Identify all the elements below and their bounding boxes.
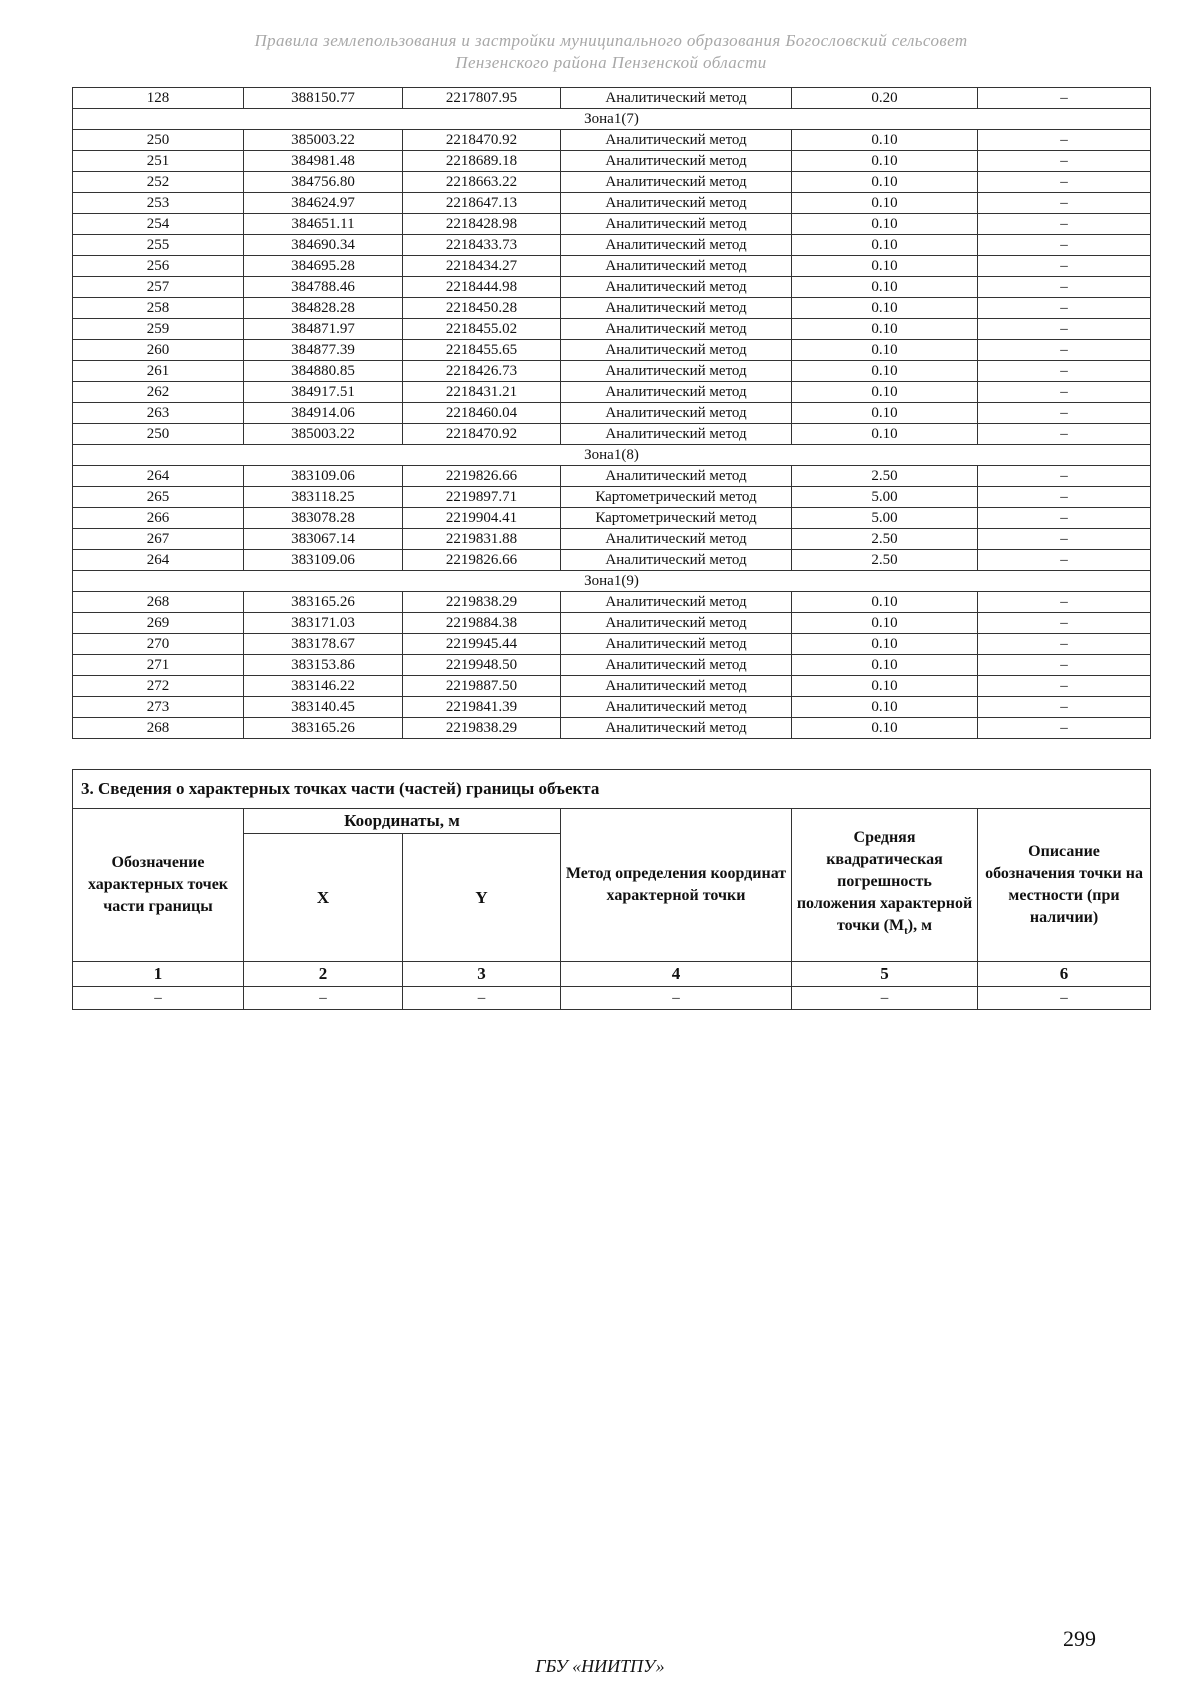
- method-cell: Аналитический метод: [561, 718, 792, 739]
- point-number-cell: 272: [73, 676, 244, 697]
- empty-cell: –: [792, 987, 978, 1010]
- empty-cell: –: [73, 987, 244, 1010]
- description-cell: –: [978, 172, 1151, 193]
- method-cell: Аналитический метод: [561, 655, 792, 676]
- y-coordinate-cell: 2219884.38: [403, 613, 561, 634]
- x-coordinate-cell: 384877.39: [244, 340, 403, 361]
- y-coordinate-cell: 2219841.39: [403, 697, 561, 718]
- table-row: [73, 88, 1151, 109]
- x-coordinate-cell: 383171.03: [244, 613, 403, 634]
- y-coordinate-cell: 2218455.65: [403, 340, 561, 361]
- section-3-title: 3. Сведения о характерных точках части (частей) границы объекта: [73, 770, 1151, 809]
- description-cell: –: [978, 298, 1151, 319]
- table-row: [73, 214, 1151, 235]
- x-coordinate-cell: 384690.34: [244, 235, 403, 256]
- y-coordinate-cell: 2219948.50: [403, 655, 561, 676]
- point-number-cell: 266: [73, 508, 244, 529]
- point-number-cell: 268: [73, 718, 244, 739]
- table-row: [73, 424, 1151, 445]
- x-coordinate-cell: 384917.51: [244, 382, 403, 403]
- table-row: [73, 697, 1151, 718]
- method-cell: Аналитический метод: [561, 340, 792, 361]
- y-coordinate-cell: 2219826.66: [403, 550, 561, 571]
- point-number-cell: 268: [73, 592, 244, 613]
- y-coordinate-cell: 2219826.66: [403, 466, 561, 487]
- point-number-cell: 250: [73, 424, 244, 445]
- document-header: [72, 30, 1150, 74]
- table-row: [73, 382, 1151, 403]
- zone-header-row: [73, 571, 1151, 592]
- description-cell: –: [978, 382, 1151, 403]
- col-description-header: Описание обозначения точки на местности (при наличии): [978, 809, 1151, 962]
- error-cell: 0.10: [792, 277, 978, 298]
- y-coordinate-cell: 2217807.95: [403, 88, 561, 109]
- error-cell: 0.10: [792, 718, 978, 739]
- x-coordinate-cell: 385003.22: [244, 130, 403, 151]
- error-cell: 0.10: [792, 172, 978, 193]
- header-line-2: Пензенского района Пензенской области: [455, 53, 767, 72]
- col-designation-header: Обозначение характерных точек части границы: [73, 809, 244, 962]
- y-coordinate-cell: 2218470.92: [403, 424, 561, 445]
- point-number-cell: 258: [73, 298, 244, 319]
- point-number-cell: 271: [73, 655, 244, 676]
- point-number-cell: 259: [73, 319, 244, 340]
- method-cell: Картометрический метод: [561, 487, 792, 508]
- error-cell: 0.10: [792, 592, 978, 613]
- point-number-cell: 262: [73, 382, 244, 403]
- table-row: [73, 130, 1151, 151]
- method-cell: Аналитический метод: [561, 172, 792, 193]
- table-row: [73, 235, 1151, 256]
- x-coordinate-cell: 384788.46: [244, 277, 403, 298]
- description-cell: –: [978, 613, 1151, 634]
- point-number-cell: 250: [73, 130, 244, 151]
- x-coordinate-cell: 383165.26: [244, 718, 403, 739]
- error-cell: 0.10: [792, 235, 978, 256]
- table-row: [73, 319, 1151, 340]
- error-cell: 0.10: [792, 382, 978, 403]
- description-cell: –: [978, 235, 1151, 256]
- x-coordinate-cell: 383109.06: [244, 466, 403, 487]
- page-footer: ГБУ «НИИТПУ»: [535, 1656, 665, 1676]
- table-row: [73, 634, 1151, 655]
- table-row: [73, 256, 1151, 277]
- y-coordinate-cell: 2219838.29: [403, 592, 561, 613]
- method-cell: Аналитический метод: [561, 130, 792, 151]
- empty-cell: –: [403, 987, 561, 1010]
- x-coordinate-cell: 383118.25: [244, 487, 403, 508]
- description-cell: –: [978, 529, 1151, 550]
- y-coordinate-cell: 2219887.50: [403, 676, 561, 697]
- method-cell: Аналитический метод: [561, 319, 792, 340]
- empty-cell: –: [244, 987, 403, 1010]
- table-row: [73, 487, 1151, 508]
- method-cell: Аналитический метод: [561, 403, 792, 424]
- col-x-header: X: [244, 834, 403, 962]
- x-coordinate-cell: 384981.48: [244, 151, 403, 172]
- page-number: 299: [1063, 1626, 1096, 1651]
- zone-label: Зона1(8): [73, 445, 1151, 466]
- point-number-cell: 254: [73, 214, 244, 235]
- y-coordinate-cell: 2218433.73: [403, 235, 561, 256]
- description-cell: –: [978, 88, 1151, 109]
- x-coordinate-cell: 383165.26: [244, 592, 403, 613]
- description-cell: –: [978, 655, 1151, 676]
- y-coordinate-cell: 2219838.29: [403, 718, 561, 739]
- point-number-cell: 269: [73, 613, 244, 634]
- table-row: [73, 466, 1151, 487]
- description-cell: –: [978, 697, 1151, 718]
- column-number: 2: [244, 962, 403, 987]
- error-cell: 2.50: [792, 529, 978, 550]
- y-coordinate-cell: 2218426.73: [403, 361, 561, 382]
- point-number-cell: 265: [73, 487, 244, 508]
- table-row: [73, 529, 1151, 550]
- empty-cell: –: [978, 987, 1151, 1010]
- method-cell: Аналитический метод: [561, 214, 792, 235]
- point-number-cell: 256: [73, 256, 244, 277]
- x-coordinate-cell: 384756.80: [244, 172, 403, 193]
- y-coordinate-cell: 2218455.02: [403, 319, 561, 340]
- error-cell: 2.50: [792, 466, 978, 487]
- error-cell: 2.50: [792, 550, 978, 571]
- table-row: [73, 508, 1151, 529]
- error-cell: 0.10: [792, 256, 978, 277]
- description-cell: –: [978, 634, 1151, 655]
- col-error-header: Средняя квадратическая погрешность положения характерной точки $(M_t)$, м: [792, 809, 978, 962]
- x-coordinate-cell: 383140.45: [244, 697, 403, 718]
- point-number-cell: 252: [73, 172, 244, 193]
- column-number: 5: [792, 962, 978, 987]
- point-number-cell: 261: [73, 361, 244, 382]
- method-cell: Аналитический метод: [561, 466, 792, 487]
- description-cell: –: [978, 466, 1151, 487]
- coordinates-table: [72, 87, 1151, 739]
- point-number-cell: 263: [73, 403, 244, 424]
- description-cell: –: [978, 487, 1151, 508]
- error-cell: 5.00: [792, 508, 978, 529]
- y-coordinate-cell: 2218647.13: [403, 193, 561, 214]
- point-number-cell: 128: [73, 88, 244, 109]
- error-cell: 0.10: [792, 193, 978, 214]
- description-cell: –: [978, 256, 1151, 277]
- method-cell: Аналитический метод: [561, 382, 792, 403]
- error-cell: 0.10: [792, 151, 978, 172]
- description-cell: –: [978, 319, 1151, 340]
- column-number: 3: [403, 962, 561, 987]
- y-coordinate-cell: 2218663.22: [403, 172, 561, 193]
- error-cell: 0.10: [792, 676, 978, 697]
- error-cell: 0.10: [792, 634, 978, 655]
- x-coordinate-cell: 384828.28: [244, 298, 403, 319]
- y-coordinate-cell: 2219945.44: [403, 634, 561, 655]
- point-number-cell: 255: [73, 235, 244, 256]
- col-method-header: Метод определения координат характерной точки: [561, 809, 792, 962]
- column-number: 6: [978, 962, 1151, 987]
- table-row: [73, 613, 1151, 634]
- method-cell: Аналитический метод: [561, 151, 792, 172]
- method-cell: Аналитический метод: [561, 235, 792, 256]
- description-cell: –: [978, 277, 1151, 298]
- table-row: [73, 718, 1151, 739]
- x-coordinate-cell: 388150.77: [244, 88, 403, 109]
- x-coordinate-cell: 383178.67: [244, 634, 403, 655]
- error-cell: 0.10: [792, 424, 978, 445]
- description-cell: –: [978, 676, 1151, 697]
- description-cell: –: [978, 130, 1151, 151]
- point-number-cell: 273: [73, 697, 244, 718]
- x-coordinate-cell: 384695.28: [244, 256, 403, 277]
- method-cell: Аналитический метод: [561, 529, 792, 550]
- point-number-cell: 270: [73, 634, 244, 655]
- x-coordinate-cell: 385003.22: [244, 424, 403, 445]
- description-cell: –: [978, 550, 1151, 571]
- col-y-header: Y: [403, 834, 561, 962]
- zone-header-row: [73, 109, 1151, 130]
- y-coordinate-cell: 2218444.98: [403, 277, 561, 298]
- description-cell: –: [978, 508, 1151, 529]
- zone-label: Зона1(9): [73, 571, 1151, 592]
- point-number-cell: 257: [73, 277, 244, 298]
- x-coordinate-cell: 384624.97: [244, 193, 403, 214]
- y-coordinate-cell: 2218689.18: [403, 151, 561, 172]
- zone-label: Зона1(7): [73, 109, 1151, 130]
- error-cell: 0.10: [792, 613, 978, 634]
- error-cell: 0.10: [792, 298, 978, 319]
- method-cell: Аналитический метод: [561, 697, 792, 718]
- empty-cell: –: [561, 987, 792, 1010]
- section-3-table: [72, 769, 1151, 1010]
- description-cell: –: [978, 193, 1151, 214]
- x-coordinate-cell: 383067.14: [244, 529, 403, 550]
- table-row: [73, 172, 1151, 193]
- y-coordinate-cell: 2218460.04: [403, 403, 561, 424]
- error-cell: 0.10: [792, 697, 978, 718]
- empty-data-row: [73, 987, 1151, 1010]
- error-cell: 0.10: [792, 130, 978, 151]
- method-cell: Аналитический метод: [561, 298, 792, 319]
- y-coordinate-cell: 2219897.71: [403, 487, 561, 508]
- description-cell: –: [978, 718, 1151, 739]
- table-row: [73, 655, 1151, 676]
- method-cell: Аналитический метод: [561, 193, 792, 214]
- error-cell: 0.10: [792, 214, 978, 235]
- method-cell: Картометрический метод: [561, 508, 792, 529]
- col-coordinates-header: Координаты, м: [244, 809, 561, 834]
- method-cell: Аналитический метод: [561, 550, 792, 571]
- y-coordinate-cell: 2219831.88: [403, 529, 561, 550]
- method-cell: Аналитический метод: [561, 634, 792, 655]
- error-cell: 0.20: [792, 88, 978, 109]
- description-cell: –: [978, 424, 1151, 445]
- header-line-1: Правила землепользования и застройки муниципального образования Богословский сельсовет: [254, 31, 968, 50]
- point-number-cell: 264: [73, 550, 244, 571]
- description-cell: –: [978, 214, 1151, 235]
- description-cell: –: [978, 340, 1151, 361]
- table-row: [73, 277, 1151, 298]
- x-coordinate-cell: 383078.28: [244, 508, 403, 529]
- table-row: [73, 361, 1151, 382]
- y-coordinate-cell: 2218428.98: [403, 214, 561, 235]
- method-cell: Аналитический метод: [561, 361, 792, 382]
- method-cell: Аналитический метод: [561, 256, 792, 277]
- table-row: [73, 151, 1151, 172]
- point-number-cell: 264: [73, 466, 244, 487]
- point-number-cell: 251: [73, 151, 244, 172]
- y-coordinate-cell: 2218470.92: [403, 130, 561, 151]
- table-row: [73, 340, 1151, 361]
- x-coordinate-cell: 383153.86: [244, 655, 403, 676]
- description-cell: –: [978, 403, 1151, 424]
- method-cell: Аналитический метод: [561, 424, 792, 445]
- table-row: [73, 592, 1151, 613]
- x-coordinate-cell: 384871.97: [244, 319, 403, 340]
- column-number: 4: [561, 962, 792, 987]
- method-cell: Аналитический метод: [561, 88, 792, 109]
- table-row: [73, 676, 1151, 697]
- y-coordinate-cell: 2218450.28: [403, 298, 561, 319]
- error-cell: 5.00: [792, 487, 978, 508]
- description-cell: –: [978, 151, 1151, 172]
- method-cell: Аналитический метод: [561, 613, 792, 634]
- error-cell: 0.10: [792, 655, 978, 676]
- description-cell: –: [978, 592, 1151, 613]
- x-coordinate-cell: 383109.06: [244, 550, 403, 571]
- x-coordinate-cell: 384651.11: [244, 214, 403, 235]
- column-number: 1: [73, 962, 244, 987]
- point-number-cell: 260: [73, 340, 244, 361]
- error-cell: 0.10: [792, 403, 978, 424]
- error-cell: 0.10: [792, 319, 978, 340]
- description-cell: –: [978, 361, 1151, 382]
- table-row: [73, 193, 1151, 214]
- x-coordinate-cell: 384914.06: [244, 403, 403, 424]
- table-row: [73, 403, 1151, 424]
- y-coordinate-cell: 2218434.27: [403, 256, 561, 277]
- table-row: [73, 298, 1151, 319]
- error-cell: 0.10: [792, 340, 978, 361]
- zone-header-row: [73, 445, 1151, 466]
- method-cell: Аналитический метод: [561, 592, 792, 613]
- method-cell: Аналитический метод: [561, 277, 792, 298]
- x-coordinate-cell: 383146.22: [244, 676, 403, 697]
- error-cell: 0.10: [792, 361, 978, 382]
- x-coordinate-cell: 384880.85: [244, 361, 403, 382]
- y-coordinate-cell: 2218431.21: [403, 382, 561, 403]
- column-number-row: [73, 962, 1151, 987]
- point-number-cell: 267: [73, 529, 244, 550]
- table-row: [73, 550, 1151, 571]
- point-number-cell: 253: [73, 193, 244, 214]
- method-cell: Аналитический метод: [561, 676, 792, 697]
- y-coordinate-cell: 2219904.41: [403, 508, 561, 529]
